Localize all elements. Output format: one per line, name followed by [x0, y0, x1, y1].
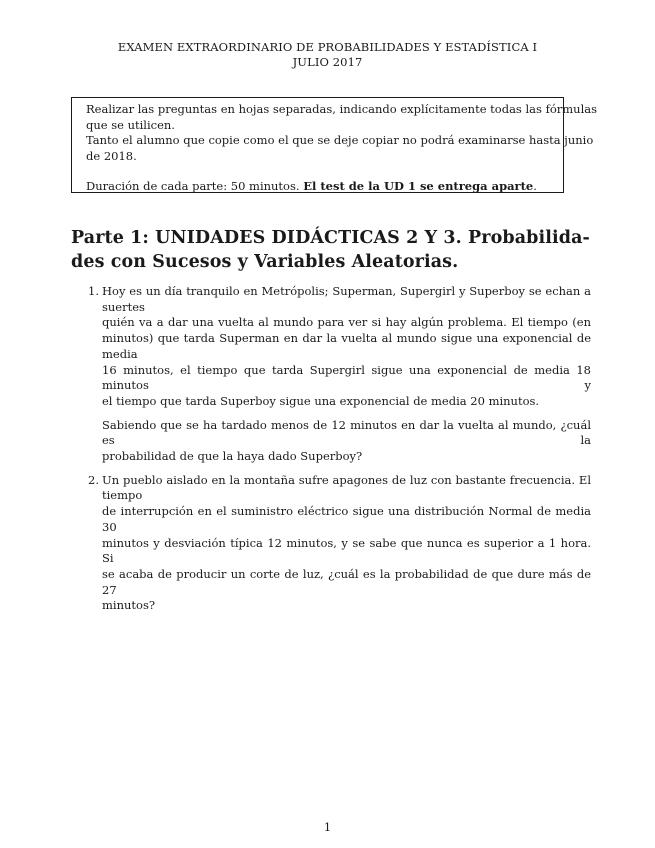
instructions-line: Tanto el alumno que copie como el que se deje copiar no podrá examinarse hasta junio	[86, 133, 594, 148]
question-number: 1.	[88, 284, 99, 298]
question-text-line: probabilidad de que la haya dado Superboy?	[102, 449, 363, 464]
duration-text: Duración de cada parte: 50 minutos.	[86, 179, 300, 194]
instructions-line: de 2018.	[86, 148, 137, 163]
exam-date: JULIO 2017	[292, 55, 363, 69]
duration-end: .	[533, 179, 537, 194]
question-text-line: minutos) que tarda Superman en dar la vuelta al mundo sigue una exponencial de media	[102, 331, 591, 361]
question-text-line: Sabiendo que se ha tardado menos de 12 minutos en dar la vuelta al mundo, ¿cuál es la	[102, 417, 591, 448]
question-text-line: se acaba de producir un corte de luz, ¿cuál es la probabilidad de que dure más de 27	[102, 566, 591, 597]
instructions-box	[71, 97, 598, 194]
question-text-line: el tiempo que tarda Superboy sigue una exponencial de media 20 minutos.	[102, 393, 540, 408]
question-text-line: Hoy es un día tranquilo en Metrópolis; Superman, Supergirl y Superboy se echan a suertes	[102, 284, 591, 314]
question-text-line: 16 minutos, el tiempo que tarda Supergirl sigue una exponencial de media 18 minutos y	[102, 362, 591, 393]
exam-title: EXAMEN EXTRAORDINARIO DE PROBABILIDADES Y ESTADÍSTICA I	[117, 40, 538, 54]
question-text-line: Un pueblo aislado en la montaña sufre apagones de luz con bastante frecuencia. El tiempo	[102, 472, 591, 503]
question-2	[71, 473, 591, 614]
question-text-line: minutos y desviación típica 12 minutos, y se sabe que nunca es superior a 1 hora. Si	[102, 535, 591, 566]
part-1-heading-line: Parte 1: UNIDADES DIDÁCTICAS 2 Y 3. Probabilida-	[71, 228, 590, 248]
part-1-heading-line: des con Sucesos y Variables Aleatorias.	[71, 252, 459, 272]
instructions-line: que se utilicen.	[86, 117, 175, 132]
question-1	[71, 284, 591, 465]
duration-bold-note: El test de la UD 1 se entrega aparte	[303, 179, 534, 194]
instructions-line: Realizar las preguntas en hojas separadas, indicando explícitamente todas las fórmulas	[86, 102, 598, 116]
page-number: 1	[323, 820, 332, 834]
question-list	[71, 284, 591, 614]
question-number: 2.	[88, 472, 99, 487]
question-text-line: quién va a dar una vuelta al mundo para ver si hay algún problema. El tiempo (en	[102, 315, 591, 330]
question-text-line: minutos?	[102, 598, 156, 613]
part-1-heading	[71, 226, 591, 274]
question-text-line: de interrupción en el suministro eléctrico sigue una distribución Normal de media 30	[102, 504, 591, 534]
duration-line	[86, 179, 563, 195]
exam-header	[0, 40, 655, 70]
